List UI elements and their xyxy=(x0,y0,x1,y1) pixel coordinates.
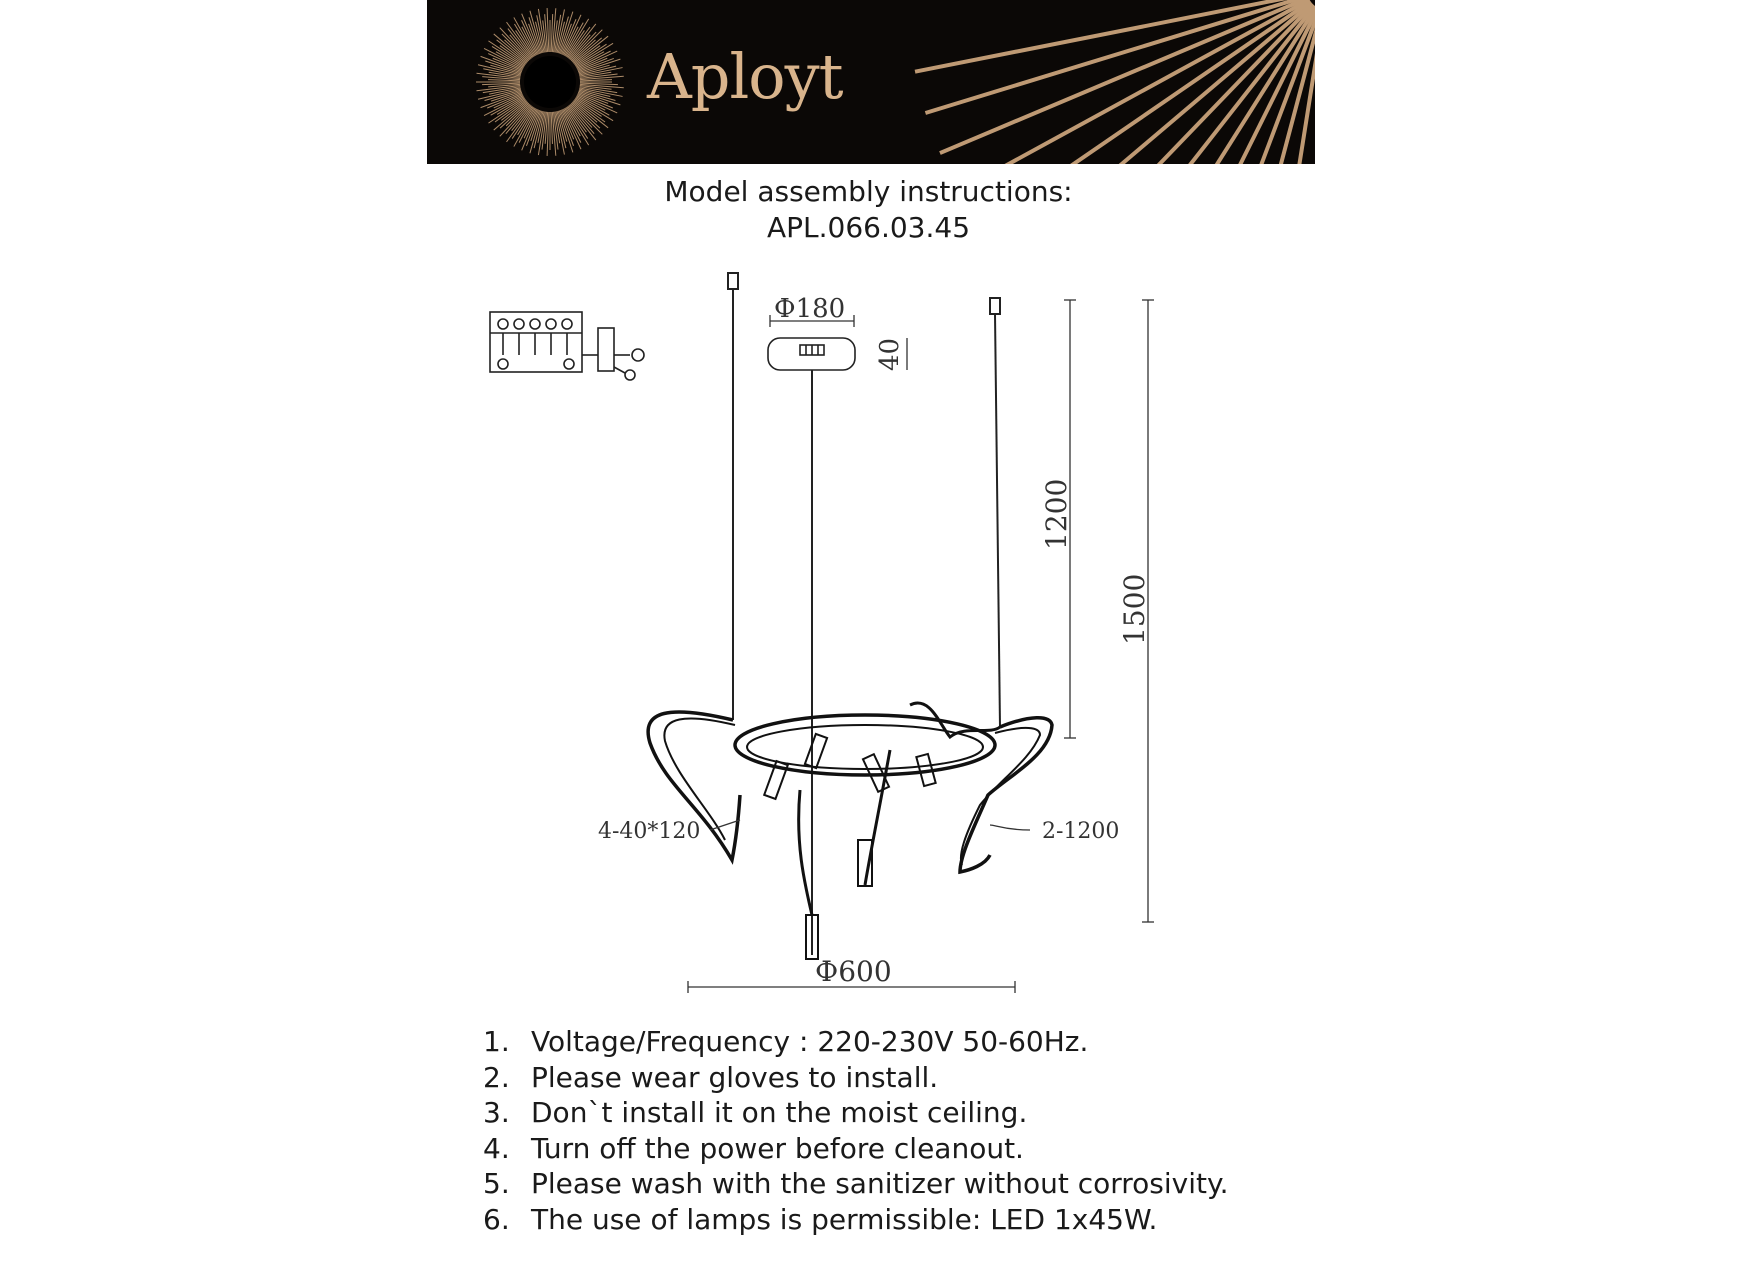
spots-label: 4-40*120 xyxy=(598,819,701,844)
ring-diameter-label: Ф600 xyxy=(815,955,892,988)
ceiling-canopy-icon xyxy=(768,338,855,370)
cable-length-label: 1200 xyxy=(1040,478,1073,550)
sunburst-icon xyxy=(427,0,1315,164)
suspension-cables xyxy=(728,273,1000,955)
pendant-chandelier-icon xyxy=(648,703,1052,959)
canopy-height-label: 40 xyxy=(875,337,905,371)
note-item: 2. Please wear gloves to install. xyxy=(483,1060,939,1094)
ring-count-label: 2-1200 xyxy=(1042,819,1120,844)
title-line-1: Model assembly instructions: xyxy=(664,175,1073,208)
technical-drawing xyxy=(470,265,1260,1005)
terminal-block-icon xyxy=(490,312,644,380)
total-height-label: 1500 xyxy=(1118,573,1151,645)
note-item: 6. The use of lamps is permissible: LED 1x45W. xyxy=(483,1202,1158,1236)
document-title xyxy=(0,174,1737,246)
note-item: 3. Don`t install it on the moist ceiling. xyxy=(483,1096,1028,1129)
note-item: 4. Turn off the power before cleanout. xyxy=(483,1131,1024,1165)
brand-banner xyxy=(427,0,1315,164)
canopy-diameter-label: Ф180 xyxy=(774,294,846,324)
brand-logo: Aployt xyxy=(647,40,843,113)
note-item: 1. Voltage/Frequency : 220-230V 50-60Hz. xyxy=(483,1025,1089,1058)
note-item: 5. Please wash with the sanitizer without corrosivity. xyxy=(483,1167,1229,1200)
model-number: APL.066.03.45 xyxy=(766,211,971,244)
instruction-notes xyxy=(483,1024,1383,1237)
